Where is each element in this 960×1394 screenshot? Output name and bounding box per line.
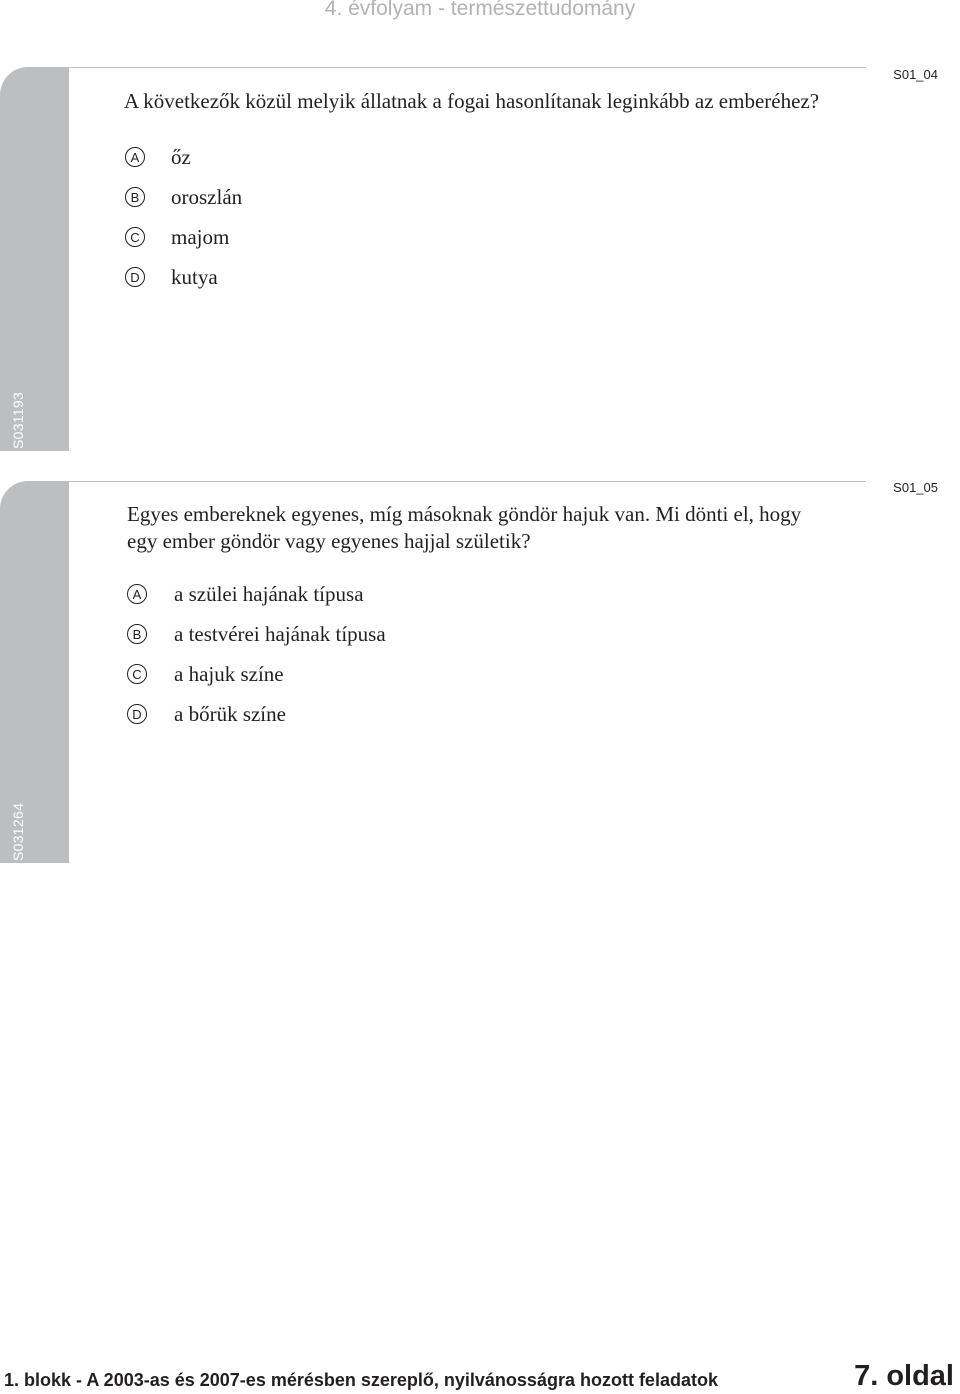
side-code-label: S031264 [10,802,26,861]
option-text: a szülei hajának típusa [174,581,364,606]
option-letter-circle[interactable]: A [127,584,147,604]
option-letter-circle[interactable]: C [127,664,147,684]
option-text: a bőrük színe [174,701,286,726]
option-a[interactable] [125,145,191,169]
page-header-title: 4. évfolyam - természettudomány [324,0,636,20]
option-letter-circle[interactable]: C [125,227,145,247]
option-text: a hajuk színe [174,661,284,686]
option-c[interactable] [125,225,229,249]
divider [69,67,866,68]
question-text-line-1: Egyes embereknek egyenes, míg másoknak göndör hajuk van. Mi dönti el, hogy [127,502,802,526]
item-code-label: S01_05 [893,480,938,495]
option-text: a testvérei hajának típusa [174,621,386,646]
option-letter-circle[interactable]: D [125,267,145,287]
option-d[interactable] [127,702,286,726]
option-a[interactable] [127,582,364,606]
option-d[interactable] [125,265,218,289]
divider [69,481,866,482]
question-text: A következők közül melyik állatnak a fogai hasonlítanak leginkább az emberéhez? [124,89,820,113]
option-letter-circle[interactable]: D [127,704,147,724]
option-letter-circle[interactable]: B [127,624,147,644]
option-letter-circle[interactable]: A [125,147,145,167]
question-text-line-2: egy ember göndör vagy egyenes hajjal születik? [127,529,531,553]
item-code-label: S01_04 [893,67,938,82]
option-letter-circle[interactable]: B [125,187,145,207]
option-text: kutya [171,264,218,289]
question-block-1 [0,67,960,451]
option-text: oroszlán [171,184,243,209]
option-text: őz [171,144,191,169]
option-b[interactable] [125,185,242,209]
option-c[interactable] [127,662,284,686]
page-number: 7. oldal [854,1360,954,1392]
side-code-label: S031193 [10,391,26,449]
option-b[interactable] [127,622,386,646]
footer-caption: 1. blokk - A 2003-as és 2007-es mérésben szereplő, nyilvánosságra hozott feladatok [4,1370,718,1390]
option-text: majom [171,224,230,249]
